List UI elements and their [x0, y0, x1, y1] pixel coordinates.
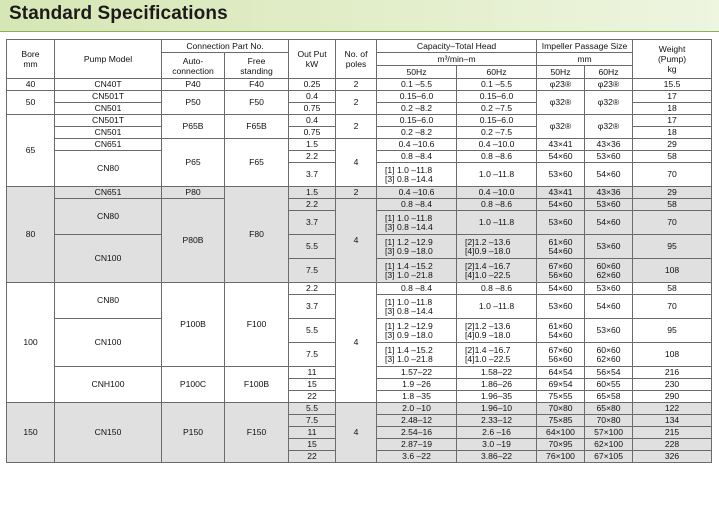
- output-cell: 0.4: [289, 115, 336, 127]
- poles-cell: 4: [336, 403, 377, 463]
- weight-cell: 58: [633, 283, 712, 295]
- cap60-cell: 1.96–10: [457, 403, 537, 415]
- auto-cell: P40: [162, 79, 225, 91]
- poles-cell: 2: [336, 187, 377, 199]
- imp60-cell: 53×60: [585, 151, 633, 163]
- header-impeller: Impeller Passage Size: [537, 40, 633, 53]
- imp50-cell: 67×60 56×60: [537, 343, 585, 367]
- imp60-cell: 53×60: [585, 199, 633, 211]
- output-cell: 3.7: [289, 163, 336, 187]
- header-impeller-unit: mm: [537, 53, 633, 66]
- poles-cell: 4: [336, 139, 377, 187]
- cap60-cell: 2.6 –16: [457, 427, 537, 439]
- cap50-cell: 0.15–6.0: [377, 91, 457, 103]
- imp50-cell: 61×60 54×60: [537, 235, 585, 259]
- model-cell: CN80: [55, 283, 162, 319]
- imp60-cell: 53×60: [585, 235, 633, 259]
- imp50-cell: 54×60: [537, 283, 585, 295]
- output-cell: 1.5: [289, 139, 336, 151]
- auto-cell: P100B: [162, 283, 225, 367]
- cap50-cell: 0.4 –10.6: [377, 187, 457, 199]
- model-cell: CN501T: [55, 91, 162, 103]
- table-row: [7, 139, 712, 151]
- weight-cell: 18: [633, 103, 712, 115]
- cap60-cell: 0.4 –10.0: [457, 187, 537, 199]
- title-bar: [0, 0, 719, 32]
- output-cell: 2.2: [289, 283, 336, 295]
- cap50-cell: 0.4 –10.6: [377, 139, 457, 151]
- weight-cell: 70: [633, 163, 712, 187]
- model-cell: CNH100: [55, 367, 162, 403]
- imp60-cell: 54×60: [585, 295, 633, 319]
- output-cell: 2.2: [289, 199, 336, 211]
- cap60-cell: 0.15–6.0: [457, 91, 537, 103]
- imp50-cell: 69×54: [537, 379, 585, 391]
- poles-cell: 4: [336, 283, 377, 403]
- auto-cell: P80: [162, 187, 225, 199]
- cap60-cell: 0.8 –8.6: [457, 283, 537, 295]
- auto-cell: P65: [162, 139, 225, 187]
- cap60-cell: [2]1.2 –13.6 [4]0.9 –18.0: [457, 319, 537, 343]
- weight-cell: 17: [633, 115, 712, 127]
- cap50-cell: 2.48–12: [377, 415, 457, 427]
- imp50-cell: 64×100: [537, 427, 585, 439]
- imp50-cell: 53×60: [537, 163, 585, 187]
- imp60-cell: 43×36: [585, 187, 633, 199]
- weight-cell: 95: [633, 319, 712, 343]
- imp50-cell: 53×60: [537, 295, 585, 319]
- header-pump-model: Pump Model: [55, 40, 162, 79]
- output-cell: 5.5: [289, 403, 336, 415]
- imp50-cell: 70×80: [537, 403, 585, 415]
- header-imp-50hz: 50Hz: [537, 66, 585, 79]
- header-cap-60hz: 60Hz: [457, 66, 537, 79]
- header-auto-connection: Auto- connection: [162, 53, 225, 79]
- cap50-cell: [1] 1.0 –11.8 [3] 0.8 –14.4: [377, 211, 457, 235]
- output-cell: 0.25: [289, 79, 336, 91]
- cap50-cell: 0.15–6.0: [377, 115, 457, 127]
- imp50-cell: 70×95: [537, 439, 585, 451]
- weight-cell: 216: [633, 367, 712, 379]
- model-cell: CN651: [55, 139, 162, 151]
- output-cell: 7.5: [289, 415, 336, 427]
- poles-cell: 2: [336, 91, 377, 115]
- imp60-cell: φ32®: [585, 91, 633, 115]
- weight-cell: 15.5: [633, 79, 712, 91]
- cap50-cell: [1] 1.0 –11.8 [3] 0.8 –14.4: [377, 295, 457, 319]
- weight-cell: 122: [633, 403, 712, 415]
- weight-cell: 326: [633, 451, 712, 463]
- weight-cell: 70: [633, 295, 712, 319]
- cap60-cell: [2]1.4 –16.7 [4]1.0 –22.5: [457, 343, 537, 367]
- table-row: [7, 91, 712, 103]
- imp50-cell: 43×41: [537, 187, 585, 199]
- weight-cell: 134: [633, 415, 712, 427]
- cap60-cell: 0.8 –8.6: [457, 151, 537, 163]
- output-cell: 11: [289, 427, 336, 439]
- imp60-cell: 57×100: [585, 427, 633, 439]
- imp60-cell: 62×100: [585, 439, 633, 451]
- imp60-cell: 56×54: [585, 367, 633, 379]
- imp60-cell: 54×60: [585, 163, 633, 187]
- cap50-cell: 0.8 –8.4: [377, 199, 457, 211]
- cap60-cell: 0.2 –7.5: [457, 103, 537, 115]
- model-cell: CN100: [55, 235, 162, 283]
- imp50-cell: 67×60 56×60: [537, 259, 585, 283]
- imp60-cell: 53×60: [585, 283, 633, 295]
- poles-cell: 4: [336, 199, 377, 283]
- free-cell: F50: [225, 91, 289, 115]
- cap50-cell: [1] 1.0 –11.8 [3] 0.8 –14.4: [377, 163, 457, 187]
- output-cell: 7.5: [289, 343, 336, 367]
- model-cell: CN100: [55, 319, 162, 367]
- model-cell: CN80: [55, 199, 162, 235]
- output-cell: 0.75: [289, 127, 336, 139]
- imp50-cell: 53×60: [537, 211, 585, 235]
- cap60-cell: [2]1.2 –13.6 [4]0.9 –18.0: [457, 235, 537, 259]
- poles-cell: 2: [336, 79, 377, 91]
- auto-cell: P80B: [162, 199, 225, 283]
- header-bore: Bore mm: [7, 40, 55, 79]
- weight-cell: 108: [633, 343, 712, 367]
- model-cell: CN40T: [55, 79, 162, 91]
- imp60-cell: 65×80: [585, 403, 633, 415]
- output-cell: 3.7: [289, 211, 336, 235]
- cap60-cell: 1.86–26: [457, 379, 537, 391]
- auto-cell: P100C: [162, 367, 225, 403]
- free-cell: F80: [225, 187, 289, 283]
- imp60-cell: 43×36: [585, 139, 633, 151]
- imp50-cell: 64×54: [537, 367, 585, 379]
- imp60-cell: 54×60: [585, 211, 633, 235]
- output-cell: 15: [289, 439, 336, 451]
- cap50-cell: 1.8 –35: [377, 391, 457, 403]
- bore-cell: 100: [7, 283, 55, 403]
- cap60-cell: 1.58–22: [457, 367, 537, 379]
- imp60-cell: 60×60 62×60: [585, 343, 633, 367]
- weight-cell: 18: [633, 127, 712, 139]
- cap60-cell: 3.0 –19: [457, 439, 537, 451]
- header-capacity: Capacity–Total Head: [377, 40, 537, 53]
- header-poles: No. of poles: [336, 40, 377, 79]
- model-cell: CN501T: [55, 115, 162, 127]
- bore-cell: 65: [7, 115, 55, 187]
- weight-cell: 70: [633, 211, 712, 235]
- imp60-cell: 60×60 62×60: [585, 259, 633, 283]
- output-cell: 5.5: [289, 235, 336, 259]
- imp60-cell: φ32®: [585, 115, 633, 139]
- header-cap-50hz: 50Hz: [377, 66, 457, 79]
- weight-cell: 228: [633, 439, 712, 451]
- imp50-cell: φ32®: [537, 91, 585, 115]
- header-connection: Connection Part No.: [162, 40, 289, 53]
- weight-cell: 17: [633, 91, 712, 103]
- output-cell: 22: [289, 391, 336, 403]
- table-row: [7, 283, 712, 295]
- cap50-cell: 0.8 –8.4: [377, 283, 457, 295]
- cap50-cell: 2.87–19: [377, 439, 457, 451]
- auto-cell: P65B: [162, 115, 225, 139]
- imp50-cell: 43×41: [537, 139, 585, 151]
- output-cell: 22: [289, 451, 336, 463]
- weight-cell: 58: [633, 199, 712, 211]
- imp50-cell: 75×55: [537, 391, 585, 403]
- cap60-cell: [2]1.4 –16.7 [4]1.0 –22.5: [457, 259, 537, 283]
- cap60-cell: 0.4 –10.0: [457, 139, 537, 151]
- bore-cell: 50: [7, 91, 55, 115]
- table-row: [7, 79, 712, 91]
- output-cell: 15: [289, 379, 336, 391]
- weight-cell: 29: [633, 187, 712, 199]
- cap60-cell: 2.33–12: [457, 415, 537, 427]
- free-cell: F65: [225, 139, 289, 187]
- table-row: [7, 403, 712, 415]
- imp50-cell: φ23®: [537, 79, 585, 91]
- imp60-cell: 53×60: [585, 319, 633, 343]
- imp50-cell: φ32®: [537, 115, 585, 139]
- weight-cell: 29: [633, 139, 712, 151]
- imp60-cell: 67×105: [585, 451, 633, 463]
- bore-cell: 150: [7, 403, 55, 463]
- output-cell: 1.5: [289, 187, 336, 199]
- auto-cell: P50: [162, 91, 225, 115]
- cap50-cell: 0.1 –5.5: [377, 79, 457, 91]
- header-imp-60hz: 60Hz: [585, 66, 633, 79]
- table-row: [7, 187, 712, 199]
- cap60-cell: 0.15–6.0: [457, 115, 537, 127]
- imp50-cell: 54×60: [537, 151, 585, 163]
- output-cell: 0.75: [289, 103, 336, 115]
- imp50-cell: 75×85: [537, 415, 585, 427]
- output-cell: 5.5: [289, 319, 336, 343]
- auto-cell: P150: [162, 403, 225, 463]
- cap50-cell: 2.0 –10: [377, 403, 457, 415]
- cap50-cell: [1] 1.4 –15.2 [3] 1.0 –21.8: [377, 259, 457, 283]
- spec-table: [6, 39, 712, 463]
- model-cell: CN501: [55, 127, 162, 139]
- output-cell: 2.2: [289, 151, 336, 163]
- cap50-cell: 0.8 –8.4: [377, 151, 457, 163]
- table-row: [7, 115, 712, 127]
- weight-cell: 290: [633, 391, 712, 403]
- cap60-cell: 3.86–22: [457, 451, 537, 463]
- cap50-cell: 1.9 –26: [377, 379, 457, 391]
- cap60-cell: 0.1 –5.5: [457, 79, 537, 91]
- page-title: Standard Specifications: [9, 3, 228, 24]
- poles-cell: 2: [336, 115, 377, 139]
- header-free-standing: Free standing: [225, 53, 289, 79]
- cap50-cell: 1.57–22: [377, 367, 457, 379]
- weight-cell: 230: [633, 379, 712, 391]
- free-cell: F65B: [225, 115, 289, 139]
- cap60-cell: 1.0 –11.8: [457, 211, 537, 235]
- imp60-cell: φ23®: [585, 79, 633, 91]
- imp50-cell: 61×60 54×60: [537, 319, 585, 343]
- cap60-cell: 0.8 –8.6: [457, 199, 537, 211]
- free-cell: F150: [225, 403, 289, 463]
- model-cell: CN150: [55, 403, 162, 463]
- cap50-cell: 0.2 –8.2: [377, 127, 457, 139]
- imp60-cell: 65×58: [585, 391, 633, 403]
- free-cell: F100B: [225, 367, 289, 403]
- weight-cell: 215: [633, 427, 712, 439]
- output-cell: 3.7: [289, 295, 336, 319]
- cap60-cell: 1.0 –11.8: [457, 295, 537, 319]
- header-output: Out Put kW: [289, 40, 336, 79]
- free-cell: F100: [225, 283, 289, 367]
- cap50-cell: [1] 1.2 –12.9 [3] 0.9 –18.0: [377, 319, 457, 343]
- weight-cell: 95: [633, 235, 712, 259]
- imp60-cell: 60×55: [585, 379, 633, 391]
- output-cell: 7.5: [289, 259, 336, 283]
- weight-cell: 58: [633, 151, 712, 163]
- cap60-cell: 1.96–35: [457, 391, 537, 403]
- weight-cell: 108: [633, 259, 712, 283]
- bore-cell: 80: [7, 187, 55, 283]
- cap50-cell: 0.2 –8.2: [377, 103, 457, 115]
- model-cell: CN651: [55, 187, 162, 199]
- header-capacity-unit: m³/min–m: [377, 53, 537, 66]
- cap50-cell: 2.54–16: [377, 427, 457, 439]
- cap50-cell: [1] 1.4 –15.2 [3] 1.0 –21.8: [377, 343, 457, 367]
- imp60-cell: 70×80: [585, 415, 633, 427]
- cap50-cell: [1] 1.2 –12.9 [3] 0.9 –18.0: [377, 235, 457, 259]
- imp50-cell: 54×60: [537, 199, 585, 211]
- table-row: [7, 199, 712, 211]
- model-cell: CN80: [55, 151, 162, 187]
- bore-cell: 40: [7, 79, 55, 91]
- cap50-cell: 3.6 –22: [377, 451, 457, 463]
- model-cell: CN501: [55, 103, 162, 115]
- free-cell: F40: [225, 79, 289, 91]
- output-cell: 11: [289, 367, 336, 379]
- header-weight: Weight (Pump) kg: [633, 40, 712, 79]
- cap60-cell: 0.2 –7.5: [457, 127, 537, 139]
- imp50-cell: 76×100: [537, 451, 585, 463]
- cap60-cell: 1.0 –11.8: [457, 163, 537, 187]
- output-cell: 0.4: [289, 91, 336, 103]
